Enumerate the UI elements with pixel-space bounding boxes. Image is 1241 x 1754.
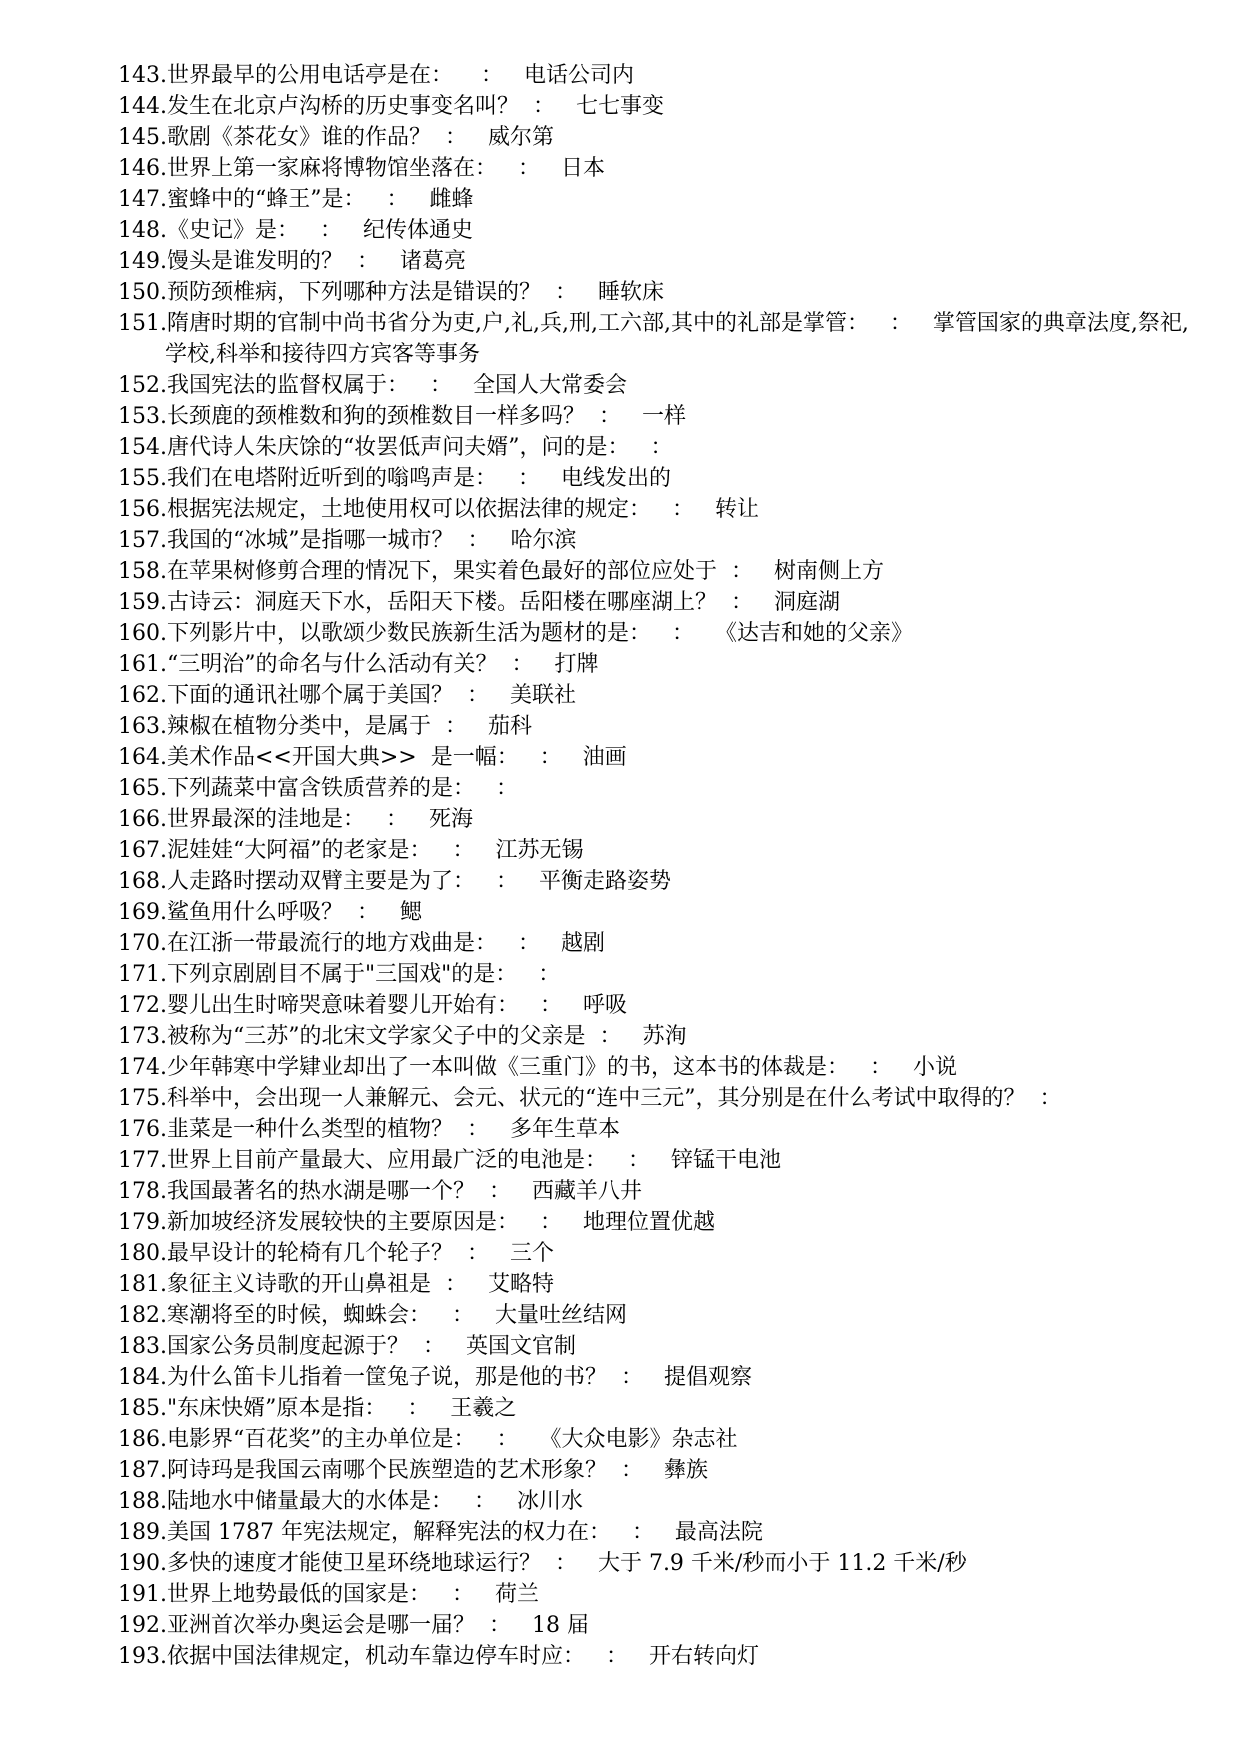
qa-item-text: 168.人走路时摆动双臂主要是为了： ： 平衡走路姿势 xyxy=(118,869,671,894)
qa-item xyxy=(118,1579,1198,1610)
qa-item-text: 145.歌剧《茶花女》谁的作品？ ： 威尔第 xyxy=(118,125,554,150)
qa-item xyxy=(118,246,1198,277)
qa-item-text: 184.为什么笛卡儿指着一筐兔子说，那是他的书？ ： 提倡观察 xyxy=(118,1365,752,1390)
qa-item-text: 175.科举中，会出现一人兼解元、会元、状元的“连中三元”，其分别是在什么考试中取得的？ ： xyxy=(118,1086,1062,1111)
qa-item xyxy=(118,277,1198,308)
qa-item-text: 177.世界上目前产量最大、应用最广泛的电池是： ： 锌锰干电池 xyxy=(118,1148,781,1173)
qa-item-text: 146.世界上第一家麻将博物馆坐落在： ： 日本 xyxy=(118,156,605,181)
qa-item-text: 162.下面的通讯社哪个属于美国？ ： 美联社 xyxy=(118,683,576,708)
qa-item xyxy=(118,1269,1198,1300)
qa-item-text: 155.我们在电塔附近听到的嗡鸣声是： ： 电线发出的 xyxy=(118,466,671,491)
qa-item-text: 192.亚洲首次举办奥运会是哪一届？ ： 18 届 xyxy=(118,1613,589,1638)
qa-item-text: 150.预防颈椎病，下列哪种方法是错误的？ ： 睡软床 xyxy=(118,280,664,305)
qa-item xyxy=(118,1424,1198,1455)
qa-item xyxy=(118,742,1198,773)
qa-item xyxy=(118,1486,1198,1517)
qa-item xyxy=(118,153,1198,184)
qa-item-text: 163.辣椒在植物分类中，是属于 ： 茄科 xyxy=(118,714,532,739)
qa-item xyxy=(118,370,1198,401)
qa-item-text: 156.根据宪法规定，土地使用权可以依据法律的规定： ： 转让 xyxy=(118,497,759,522)
qa-item-text: 187.阿诗玛是我国云南哪个民族塑造的艺术形象？ ： 彝族 xyxy=(118,1458,708,1483)
qa-item xyxy=(118,680,1198,711)
qa-item-text: 154.唐代诗人朱庆馀的“妆罢低声问夫婿”，问的是： ： xyxy=(118,435,673,460)
qa-item-text: 190.多快的速度才能使卫星环绕地球运行？ ： 大于 7.9 千米/秒而小于 11.2 千米/秒 xyxy=(118,1551,967,1576)
qa-item xyxy=(118,91,1198,122)
qa-item-text: 188.陆地水中储量最大的水体是： ： 冰川水 xyxy=(118,1489,583,1514)
qa-item xyxy=(118,184,1198,215)
qa-item xyxy=(118,432,1198,463)
qa-item xyxy=(118,618,1198,649)
qa-item-text: 179.新加坡经济发展较快的主要原因是： ： 地理位置优越 xyxy=(118,1210,715,1235)
qa-item xyxy=(118,215,1198,246)
qa-item xyxy=(118,1331,1198,1362)
qa-item-text: 176.韭菜是一种什么类型的植物？ ： 多年生草本 xyxy=(118,1117,620,1142)
qa-item-text: 182.寒潮将至的时候，蜘蛛会： ： 大量吐丝结网 xyxy=(118,1303,627,1328)
qa-item xyxy=(118,897,1198,928)
qa-item xyxy=(118,835,1198,866)
qa-item-text: 171.下列京剧剧目不属于"三国戏"的是： ： xyxy=(118,962,561,987)
qa-item xyxy=(118,587,1198,618)
qa-item-text: 164.美术作品<<开国大典>> 是一幅： ： 油画 xyxy=(118,745,627,770)
qa-item-text: 173.被称为“三苏”的北宋文学家父子中的父亲是 ： 苏洵 xyxy=(118,1024,687,1049)
qa-item xyxy=(118,556,1198,587)
qa-item xyxy=(118,122,1198,153)
qa-item xyxy=(118,773,1198,804)
qa-item xyxy=(118,1300,1198,1331)
qa-item xyxy=(118,1114,1198,1145)
qa-item-text: 153.长颈鹿的颈椎数和狗的颈椎数目一样多吗？ ： 一样 xyxy=(118,404,686,429)
qa-item-text: 159.古诗云：洞庭天下水，岳阳天下楼。岳阳楼在哪座湖上？ ： 洞庭湖 xyxy=(118,590,840,615)
qa-item xyxy=(118,1238,1198,1269)
qa-item-text: 144.发生在北京卢沟桥的历史事变名叫？ ： 七七事变 xyxy=(118,94,664,119)
qa-item xyxy=(118,1083,1198,1114)
qa-item xyxy=(118,1610,1198,1641)
qa-item-text: 193.依据中国法律规定，机动车靠边停车时应： ： 开右转向灯 xyxy=(118,1644,759,1669)
qa-item xyxy=(118,1207,1198,1238)
qa-item-text: 161.“三明治”的命名与什么活动有关？ ： 打牌 xyxy=(118,652,599,677)
qa-item xyxy=(118,494,1198,525)
qa-item-text: 167.泥娃娃“大阿福”的老家是： ： 江苏无锡 xyxy=(118,838,584,863)
qa-item-text: 149.馒头是谁发明的？ ： 诸葛亮 xyxy=(118,249,466,274)
qa-item xyxy=(118,1517,1198,1548)
qa-item xyxy=(118,1362,1198,1393)
qa-item-text: 166.世界最深的洼地是： ： 死海 xyxy=(118,807,473,832)
qa-item-text: 186.电影界“百花奖”的主办单位是： ： 《大众电影》杂志社 xyxy=(118,1427,738,1452)
qa-item xyxy=(118,804,1198,835)
qa-item xyxy=(118,1052,1198,1083)
qa-item-text: 151.隋唐时期的官制中尚书省分为吏,户,礼,兵,刑,工六部,其中的礼部是掌管： ： 掌管国家的典章法度,祭祀,学校,科举和接待四方宾客等事务 xyxy=(118,311,1189,367)
qa-item xyxy=(118,1393,1198,1424)
qa-item-text: 172.婴儿出生时啼哭意味着婴儿开始有： ： 呼吸 xyxy=(118,993,627,1018)
qa-item xyxy=(118,928,1198,959)
qa-item xyxy=(118,463,1198,494)
qa-item xyxy=(118,649,1198,680)
qa-item-text: 191.世界上地势最低的国家是： ： 荷兰 xyxy=(118,1582,539,1607)
qa-item xyxy=(118,959,1198,990)
qa-item xyxy=(118,711,1198,742)
qa-item-text: 174.少年韩寒中学肄业却出了一本叫做《三重门》的书，这本书的体裁是： ： 小说 xyxy=(118,1055,957,1080)
qa-item xyxy=(118,401,1198,432)
qa-item xyxy=(118,1176,1198,1207)
qa-item-text: 160.下列影片中，以歌颂少数民族新生活为题材的是： ： 《达吉和她的父亲》 xyxy=(118,621,913,646)
qa-item-text: 183.国家公务员制度起源于？ ： 英国文官制 xyxy=(118,1334,576,1359)
qa-item-text: 143.世界最早的公用电话亭是在： ： 电话公司内 xyxy=(118,63,634,88)
qa-item xyxy=(118,990,1198,1021)
qa-item xyxy=(118,525,1198,556)
qa-item-text: 165.下列蔬菜中富含铁质营养的是： ： xyxy=(118,776,518,801)
qa-item-text: 170.在江浙一带最流行的地方戏曲是： ： 越剧 xyxy=(118,931,605,956)
qa-item xyxy=(118,1455,1198,1486)
qa-item-text: 157.我国的“冰城”是指哪一城市？ ： 哈尔滨 xyxy=(118,528,577,553)
qa-item-text: 178.我国最著名的热水湖是哪一个？ ： 西藏羊八井 xyxy=(118,1179,642,1204)
qa-item xyxy=(118,1145,1198,1176)
qa-item-text: 180.最早设计的轮椅有几个轮子？ ： 三个 xyxy=(118,1241,554,1266)
qa-item-text: 152.我国宪法的监督权属于： ： 全国人大常委会 xyxy=(118,373,627,398)
qa-item xyxy=(118,1641,1198,1672)
qa-item-text: 148.《史记》是： ： 纪传体通史 xyxy=(118,218,473,243)
qa-item-text: 185."东床快婿”原本是指： ： 王羲之 xyxy=(118,1396,517,1421)
question-answer-list xyxy=(118,60,1198,1672)
qa-item xyxy=(118,1021,1198,1052)
qa-item-text: 158.在苹果树修剪合理的情况下，果实着色最好的部位应处于 ： 树南侧上方 xyxy=(118,559,884,584)
qa-item xyxy=(118,1548,1198,1579)
qa-item xyxy=(118,866,1198,897)
qa-item-text: 147.蜜蜂中的“蜂王”是： ： 雌蜂 xyxy=(118,187,474,212)
qa-item-text: 189.美国 1787 年宪法规定，解释宪法的权力在： ： 最高法院 xyxy=(118,1520,763,1545)
qa-item-text: 181.象征主义诗歌的开山鼻祖是 ： 艾略特 xyxy=(118,1272,554,1297)
qa-item-text: 169.鲨鱼用什么呼吸？ ： 鳃 xyxy=(118,900,422,925)
qa-item xyxy=(118,60,1198,91)
qa-item xyxy=(118,308,1198,370)
